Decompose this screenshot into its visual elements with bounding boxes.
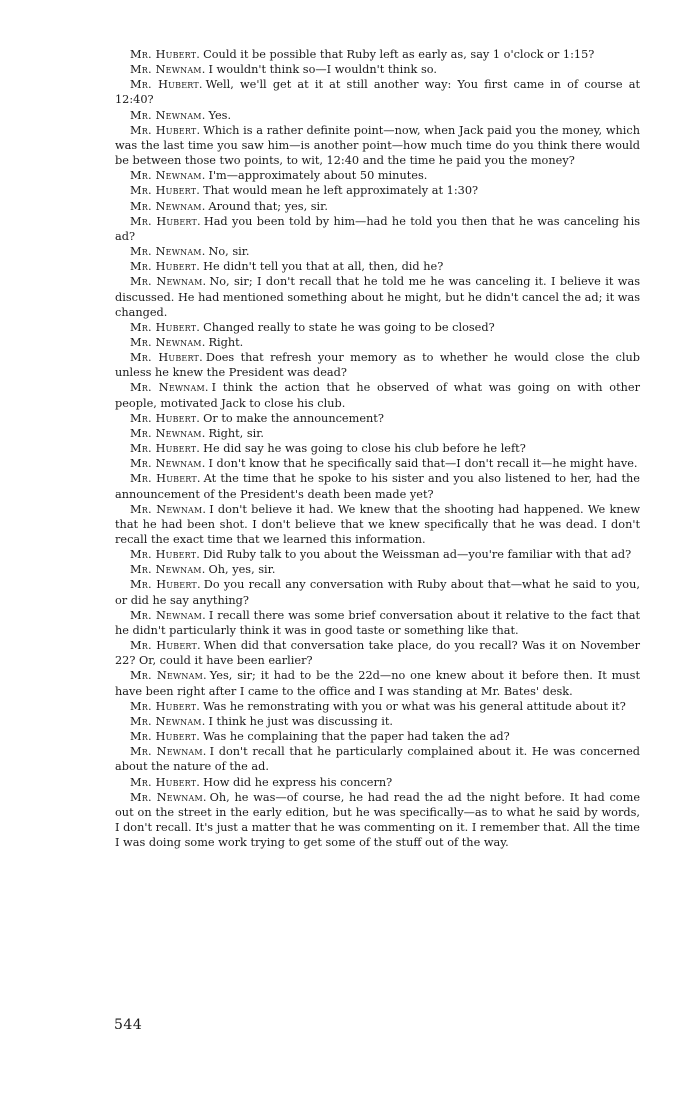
transcript-body [115, 47, 640, 850]
testimony-paragraph [115, 335, 640, 350]
speaker-name: Mr. Newnam. [130, 563, 206, 577]
testimony-paragraph [115, 320, 640, 335]
testimony-text: Yes, sir; it had to be the 22d—no one knew about it before then. It must have been right after I came to the office and I was standing at Mr. Bates' desk. [115, 669, 640, 698]
testimony-paragraph [115, 183, 640, 198]
testimony-paragraph [115, 471, 640, 501]
testimony-paragraph [115, 47, 640, 62]
speaker-name: Mr. Hubert. [130, 123, 201, 137]
testimony-text: I don't know that he specifically said that—I don't recall it—he might have. [208, 457, 638, 471]
testimony-text: Was he remonstrating with you or what was his general attitude about it? [203, 699, 626, 713]
speaker-name: Mr. Newnam. [130, 457, 206, 471]
testimony-text: Changed really to state he was going to be closed? [203, 320, 495, 334]
testimony-paragraph [115, 123, 640, 168]
testimony-text: Oh, he was—of course, he had read the ad the night before. It had come out on the street in the early edition, but he was specifically—as to what he said by words, I don't recall. It's just a matter that he was commenting on it. I remember that. All the time I was doing some work trying to get some of the stuff out of the way. [115, 790, 640, 850]
testimony-paragraph [115, 714, 640, 729]
testimony-text: Well, we'll get at it at still another way: You first came in of course at 12:40? [115, 78, 640, 107]
speaker-name: Mr. Hubert. [130, 351, 203, 365]
testimony-paragraph [115, 350, 640, 380]
speaker-name: Mr. Newnam. [130, 714, 206, 728]
testimony-paragraph [115, 456, 640, 471]
testimony-paragraph [115, 214, 640, 244]
testimony-text: No, sir. [208, 245, 250, 259]
speaker-name: Mr. Newnam. [130, 63, 206, 77]
speaker-name: Mr. Hubert. [130, 260, 201, 274]
testimony-paragraph [115, 411, 640, 426]
testimony-text: I don't recall that he particularly complained about it. He was concerned about the nature of the ad. [115, 745, 641, 774]
testimony-paragraph [115, 380, 640, 410]
speaker-name: Mr. Hubert. [130, 411, 201, 425]
speaker-name: Mr. Hubert. [130, 320, 201, 334]
testimony-paragraph [115, 441, 640, 456]
testimony-text: Had you been told by him—had he told you then that he was canceling his ad? [115, 214, 640, 243]
testimony-paragraph [115, 426, 640, 441]
testimony-text: At the time that he spoke to his sister and you also listened to her, had the announcement of the President's death been made yet? [115, 472, 640, 501]
testimony-paragraph [115, 168, 640, 183]
testimony-paragraph [115, 729, 640, 744]
speaker-name: Mr. Hubert. [130, 639, 201, 653]
testimony-text: Did Ruby talk to you about the Weissman ad—you're familiar with that ad? [203, 548, 632, 562]
speaker-name: Mr. Newnam. [130, 108, 206, 122]
testimony-text: How did he express his concern? [203, 775, 393, 789]
speaker-name: Mr. Hubert. [130, 699, 201, 713]
speaker-name: Mr. Newnam. [130, 275, 207, 289]
testimony-text: Or to make the announcement? [203, 411, 384, 425]
speaker-name: Mr. Newnam. [130, 502, 207, 516]
testimony-text: Around that; yes, sir. [208, 199, 328, 213]
speaker-name: Mr. Newnam. [130, 745, 207, 759]
speaker-name: Mr. Hubert. [130, 730, 201, 744]
testimony-text: Does that refresh your memory as to whether he would close the club unless he knew the President was dead? [115, 351, 640, 380]
speaker-name: Mr. Newnam. [130, 608, 206, 622]
testimony-paragraph [115, 244, 640, 259]
speaker-name: Mr. Hubert. [130, 775, 201, 789]
testimony-paragraph [115, 562, 640, 577]
testimony-paragraph [115, 77, 640, 107]
testimony-paragraph [115, 502, 640, 547]
testimony-text: Right. [208, 335, 244, 349]
testimony-text: I'm—approximately about 50 minutes. [208, 169, 428, 183]
speaker-name: Mr. Newnam. [130, 790, 207, 804]
testimony-paragraph [115, 668, 640, 698]
speaker-name: Mr. Hubert. [130, 472, 201, 486]
testimony-text: He did say he was going to close his club before he left? [203, 442, 526, 456]
testimony-paragraph [115, 547, 640, 562]
testimony-text: I recall there was some brief conversation about it relative to the fact that he didn't particularly think it was in good taste or something like that. [115, 608, 641, 637]
testimony-paragraph [115, 62, 640, 77]
testimony-paragraph [115, 744, 640, 774]
speaker-name: Mr. Newnam. [130, 245, 206, 259]
testimony-paragraph [115, 699, 640, 714]
testimony-text: Was he complaining that the paper had taken the ad? [203, 730, 510, 744]
testimony-text: Could it be possible that Ruby left as early as, say 1 o'clock or 1:15? [203, 48, 595, 61]
speaker-name: Mr. Hubert. [130, 214, 201, 228]
testimony-text: I think the action that he observed of what was going on with other people, motivated Jack to close his club. [115, 381, 640, 410]
testimony-paragraph [115, 108, 640, 123]
testimony-text: No, sir; I don't recall that he told me he was canceling it. I believe it was discussed. He had mentioned something about he might, but he didn't cancel the ad; it was changed. [115, 275, 640, 319]
speaker-name: Mr. Hubert. [130, 48, 201, 61]
testimony-text: He didn't tell you that at all, then, did he? [203, 260, 444, 274]
speaker-name: Mr. Newnam. [130, 426, 206, 440]
speaker-name: Mr. Hubert. [130, 578, 201, 592]
testimony-text: I wouldn't think so—I wouldn't think so. [208, 63, 437, 77]
speaker-name: Mr. Hubert. [130, 548, 201, 562]
testimony-text: Oh, yes, sir. [208, 563, 276, 577]
testimony-paragraph [115, 608, 640, 638]
speaker-name: Mr. Newnam. [130, 335, 206, 349]
speaker-name: Mr. Newnam. [130, 669, 207, 683]
speaker-name: Mr. Newnam. [130, 381, 209, 395]
testimony-text: I don't believe it had. We knew that the shooting had happened. We knew that he had been shot. I don't believe that we knew specifically that he was dead. I don't recall the exact time that we learned this information. [115, 502, 641, 546]
testimony-text: Yes. [208, 108, 232, 122]
speaker-name: Mr. Hubert. [130, 78, 203, 92]
testimony-paragraph [115, 790, 640, 851]
testimony-text: I think he just was discussing it. [208, 714, 394, 728]
speaker-name: Mr. Newnam. [130, 199, 206, 213]
testimony-paragraph [115, 199, 640, 214]
testimony-text: Right, sir. [208, 426, 264, 440]
speaker-name: Mr. Newnam. [130, 169, 206, 183]
page-number: 544 [114, 1017, 143, 1033]
speaker-name: Mr. Hubert. [130, 442, 201, 456]
testimony-text: Do you recall any conversation with Ruby about that—what he said to you, or did he say anything? [115, 578, 640, 607]
testimony-text: When did that conversation take place, do you recall? Was it on November 22? Or, could it have been earlier? [115, 639, 640, 668]
testimony-paragraph [115, 274, 640, 319]
testimony-text: That would mean he left approximately at 1:30? [203, 184, 479, 198]
testimony-paragraph [115, 577, 640, 607]
testimony-text: Which is a rather definite point—now, when Jack paid you the money, which was the last time you saw him—is another point—how much time do you think there would be between those two points, to wit, 12:40 and the time he paid you the money? [115, 123, 640, 168]
testimony-paragraph [115, 638, 640, 668]
testimony-paragraph [115, 259, 640, 274]
testimony-paragraph [115, 775, 640, 790]
speaker-name: Mr. Hubert. [130, 184, 201, 198]
